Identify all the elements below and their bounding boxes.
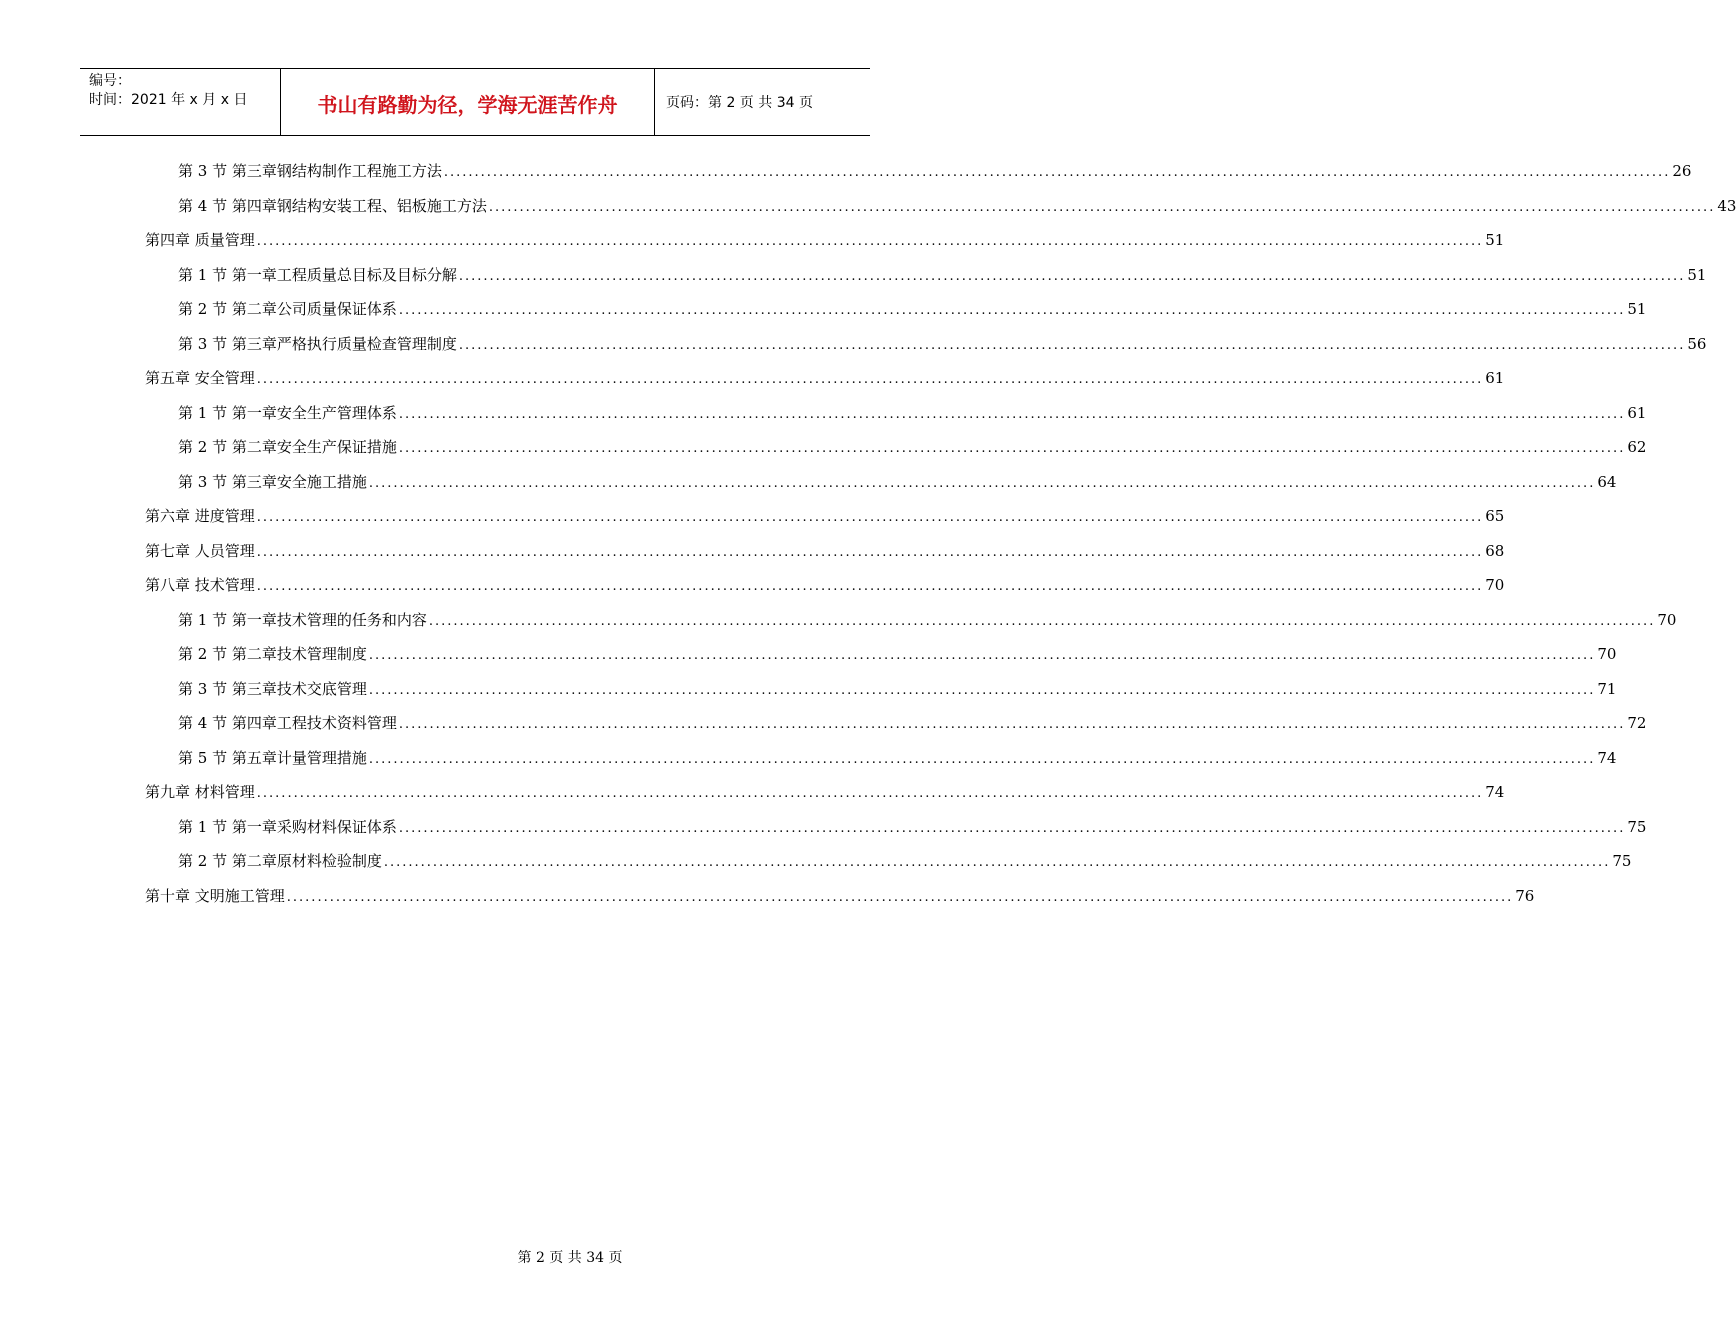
- header-page-info: 页码：第 2 页 共 34 页: [666, 95, 813, 111]
- toc-entry: [178, 644, 1617, 664]
- toc-entry: [178, 196, 1736, 216]
- time-label: 时间：2021 年 x 月 x 日: [89, 92, 248, 108]
- toc-entry-title: 第 1 节 第一章采购材料保证体系: [178, 817, 397, 836]
- header-meta: [80, 69, 281, 135]
- toc-dot-leader: ........................................................................................................................................................................................................: [256, 544, 1484, 560]
- toc-entry-page: 70: [1485, 576, 1505, 594]
- toc-dot-leader: ........................................................................................................................................................................................................: [368, 751, 1596, 767]
- toc-entry-title: 第 2 节 第二章原材料检验制度: [178, 852, 382, 870]
- toc-entry-title: 第 3 节 第三章严格执行质量检查管理制度: [178, 334, 457, 353]
- toc-dot-leader: ........................................................................................................................................................................................................: [368, 475, 1596, 491]
- toc-entry-title: 第五章 安全管理: [145, 369, 255, 387]
- toc-entry: [178, 334, 1707, 354]
- toc-dot-leader: ........................................................................................................................................................................................................: [256, 372, 1484, 387]
- toc-entry-page: 61: [1627, 403, 1647, 422]
- toc-entry-title: 第 2 节 第二章安全生产保证措施: [178, 438, 397, 456]
- toc-entry: [178, 161, 1692, 181]
- toc-dot-leader: ........................................................................................................................................................................................................: [398, 820, 1626, 836]
- toc-dot-leader: ........................................................................................................................................................................................................: [488, 199, 1716, 215]
- toc-dot-leader: ........................................................................................................................................................................................................: [256, 579, 1484, 594]
- page-header: [80, 68, 870, 136]
- toc-entry: [178, 437, 1647, 457]
- toc-entry-page: 26: [1672, 162, 1692, 180]
- toc-entry-title: 第七章 人员管理: [145, 541, 255, 560]
- toc-entry-title: 第八章 技术管理: [145, 576, 255, 594]
- toc-dot-leader: ........................................................................................................................................................................................................: [398, 441, 1626, 456]
- toc-dot-leader: ........................................................................................................................................................................................................: [368, 648, 1596, 663]
- toc-entry-page: 70: [1597, 645, 1617, 663]
- toc-entry-page: 51: [1627, 300, 1647, 318]
- toc-entry-page: 65: [1485, 507, 1505, 525]
- toc-entry-page: 76: [1515, 886, 1535, 905]
- toc-entry: [178, 713, 1647, 733]
- toc-entry-page: 62: [1627, 438, 1647, 456]
- toc-entry-title: 第 2 节 第二章技术管理制度: [178, 645, 367, 663]
- toc-entry-page: 64: [1597, 472, 1617, 491]
- toc-entry-title: 第 3 节 第三章技术交底管理: [178, 679, 367, 698]
- toc-dot-leader: ........................................................................................................................................................................................................: [383, 855, 1611, 870]
- toc-dot-leader: ........................................................................................................................................................................................................: [443, 165, 1671, 180]
- toc-entry: [178, 403, 1647, 423]
- toc-entry-page: 68: [1485, 541, 1505, 560]
- toc-dot-leader: ........................................................................................................................................................................................................: [256, 510, 1484, 525]
- toc-entry-title: 第 2 节 第二章公司质量保证体系: [178, 300, 397, 318]
- toc-entry: [145, 886, 1535, 906]
- page-footer: 第 2 页 共 34 页: [517, 1250, 623, 1266]
- toc-entry-page: 43: [1717, 196, 1736, 215]
- toc-entry-page: 56: [1687, 334, 1707, 353]
- toc-entry-title: 第 1 节 第一章工程质量总目标及目标分解: [178, 265, 457, 284]
- toc-entry: [145, 541, 1505, 561]
- toc-entry-title: 第四章 质量管理: [145, 231, 255, 249]
- toc-dot-leader: ........................................................................................................................................................................................................: [458, 268, 1686, 284]
- toc-entry-page: 74: [1485, 783, 1505, 801]
- header-motto: 书山有路勤为径，学海无涯苦作舟: [281, 69, 655, 135]
- toc-entry-title: 第六章 进度管理: [145, 507, 255, 525]
- toc-entry-page: 51: [1485, 231, 1505, 249]
- toc-dot-leader: ........................................................................................................................................................................................................: [368, 682, 1596, 698]
- toc-entry: [178, 679, 1617, 699]
- toc-dot-leader: ........................................................................................................................................................................................................: [256, 234, 1484, 249]
- toc-entry-title: 第 4 节 第四章钢结构安装工程、铝板施工方法: [178, 196, 487, 215]
- toc-entry: [145, 782, 1505, 802]
- toc-entry: [145, 368, 1505, 388]
- toc-entry-page: 75: [1627, 817, 1647, 836]
- toc-entry-title: 第 3 节 第三章钢结构制作工程施工方法: [178, 162, 442, 180]
- toc-entry: [178, 748, 1617, 768]
- toc-entry: [145, 575, 1505, 595]
- toc-entry-page: 51: [1687, 265, 1707, 284]
- toc-entry: [145, 230, 1505, 250]
- toc-entry-page: 70: [1657, 610, 1677, 629]
- toc-dot-leader: ........................................................................................................................................................................................................: [428, 613, 1656, 629]
- number-label: 编号：: [89, 73, 131, 89]
- toc-dot-leader: ........................................................................................................................................................................................................: [286, 889, 1514, 905]
- toc-entry-title: 第九章 材料管理: [145, 783, 255, 801]
- toc-entry-page: 74: [1597, 748, 1617, 767]
- toc-entry-page: 72: [1627, 714, 1647, 732]
- toc-entry: [178, 851, 1632, 871]
- toc-entry-page: 71: [1597, 679, 1617, 698]
- toc-dot-leader: ........................................................................................................................................................................................................: [398, 303, 1626, 318]
- toc-entry-page: 75: [1612, 852, 1632, 870]
- toc-dot-leader: ........................................................................................................................................................................................................: [256, 786, 1484, 801]
- toc-entry-title: 第 1 节 第一章安全生产管理体系: [178, 403, 397, 422]
- toc-entry-title: 第 1 节 第一章技术管理的任务和内容: [178, 610, 427, 629]
- toc-entry-title: 第 4 节 第四章工程技术资料管理: [178, 714, 397, 732]
- toc-dot-leader: ........................................................................................................................................................................................................: [458, 337, 1686, 353]
- toc-entry: [178, 265, 1707, 285]
- toc-entry-title: 第 3 节 第三章安全施工措施: [178, 472, 367, 491]
- toc-entry: [178, 817, 1647, 837]
- toc-entry-page: 61: [1485, 369, 1505, 387]
- toc-entry-title: 第十章 文明施工管理: [145, 886, 285, 905]
- toc-dot-leader: ........................................................................................................................................................................................................: [398, 406, 1626, 422]
- toc-entry: [178, 472, 1617, 492]
- toc-entry-title: 第 5 节 第五章计量管理措施: [178, 748, 367, 767]
- toc-entry: [145, 506, 1505, 526]
- toc-dot-leader: ........................................................................................................................................................................................................: [398, 717, 1626, 732]
- toc-entry: [178, 610, 1677, 630]
- toc-entry: [178, 299, 1647, 319]
